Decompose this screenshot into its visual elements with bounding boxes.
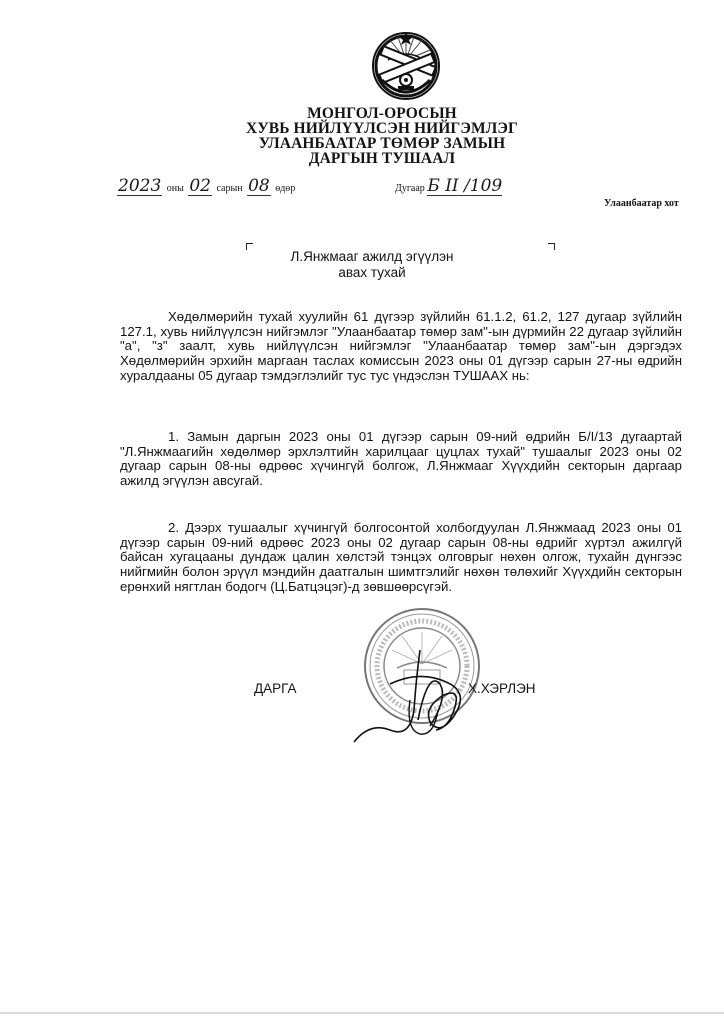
number-label: Дугаар <box>395 183 425 194</box>
page-edge <box>0 1012 724 1014</box>
org-line-3: УЛААНБААТАР ТӨМӨР ЗАМЫН <box>258 135 506 152</box>
document-number <box>395 178 502 196</box>
order-title: ДАРГЫН ТУШААЛ <box>308 150 456 167</box>
document-meta <box>0 178 724 208</box>
date-day: 08 <box>248 176 270 196</box>
railway-emblem-icon <box>368 26 444 102</box>
date-year: 2023 <box>118 176 162 196</box>
org-line-2: ХУВЬ НИЙЛҮҮЛСЭН НИЙГЭМЛЭГ <box>246 120 518 137</box>
date-day-suffix: өдөр <box>275 183 296 194</box>
order-item-2: 2. Дээрх тушаалыг хүчингүй болгосонтой холбогдуулан Л.Янжмаад 2023 оны 01 дүгээр сарын 09-ний өдрөөс 2023 оны 02 дугаар сарын 08-ны өдрийг хүртэл ажилгүй байсан хугацааны дундаж цалин хөлстэй тэнцэх олговрыг нөхөн олгож, тухайн дүнгээс нийгмийн болон эрүүл мэндийн даатгалын шимтгэлийг нөхөн төлөхийг Хүүхдийн секторын ерөнхий нягтлан бодогч (Ц.Батцэцэг)-д зөвшөөрсүгэй. <box>120 520 682 594</box>
number-value: Б II /109 <box>427 176 503 196</box>
order-item-1: 1. Замын даргын 2023 оны 01 дүгээр сарын 09-ний өдрийн Б/I/13 дугаартай "Л.Янжмаагийн хөдөлмөр эрхлэлтийн харилцааг цуцлах тухай" тушаалыг 2023 оны 02 дугаар сарын 08-ны өдрөөс хүчингүй болгож, Л.Янжмааг Хүүхдийн секторын даргаар ажилд эгүүлэн авсугай. <box>120 429 682 489</box>
signatory-role: ДАРГА <box>254 681 297 696</box>
city-label: Улаанбаатар хот <box>604 198 679 209</box>
subject-line-1: Л.Янжмааг ажилд эгүүлэн <box>290 249 454 264</box>
preamble-paragraph: Хөдөлмөрийн тухай хуулийн 61 дүгээр зүйлийн 61.1.2, 61.2, 127 дугаар зүйлийн 127.1, хувь нийлүүлсэн нийгэмлэг "Улаанбаатар төмөр зам"-ын дүрмийн 22 дугаар зүйлийн "а", "з" заалт, хувь нийлүүлсэн нийгэмлэг "Улаанбаатар төмөр зам"-ын дэргэдэх Хөдөлмөрийн эрхийн маргаан таслах комиссын 2023 оны 01 дүгээр сарын 27-ны өдрийн хуралдааны 05 дугаар тэмдэглэлийг тус тус үндэслэн ТУШААХ нь: <box>120 309 682 383</box>
date-month: 02 <box>189 176 211 196</box>
org-line-1: МОНГОЛ-ОРОСЫН <box>307 105 457 122</box>
subject-heading <box>0 249 724 281</box>
organization-title <box>0 106 724 166</box>
signatory-name: Х.ХЭРЛЭН <box>468 681 536 696</box>
subject-line-2: авах тухай <box>338 265 406 280</box>
date-month-suffix: сарын <box>216 183 243 194</box>
date-year-suffix: оны <box>166 183 184 194</box>
document-date <box>117 178 297 196</box>
